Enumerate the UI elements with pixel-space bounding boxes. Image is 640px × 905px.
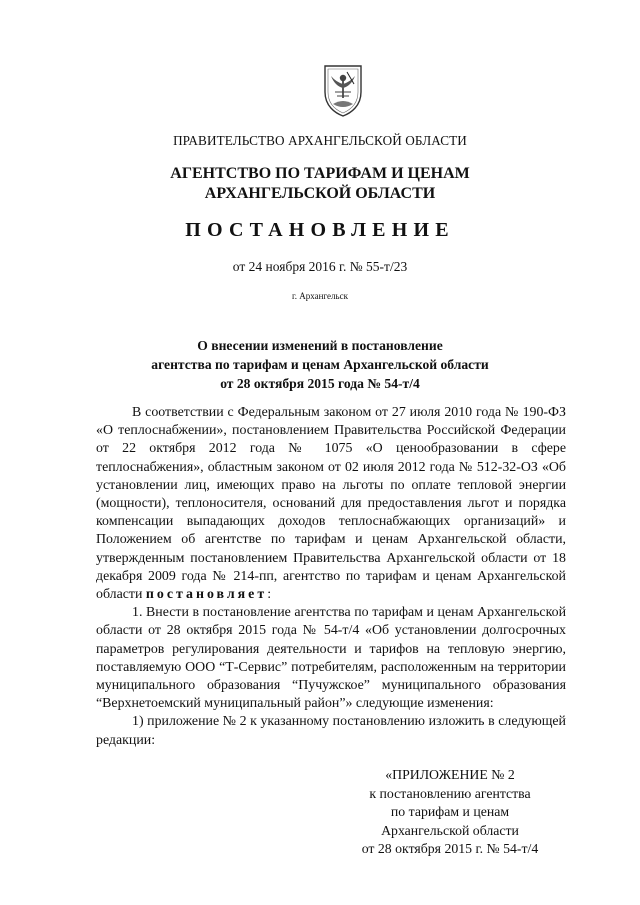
coat-of-arms-icon: [321, 62, 365, 118]
item-1-paragraph: 1. Внести в постановление агентства по тарифам и ценам Архангельской области от 28 октября 2015 года № 54-т/4 «Об установлении долгосрочных параметров регулирования деятельности и тарифов на тепловую энергию, поставляемую ООО “Т-Сервис” потребителям, расположенным на территории муниципального образования “Пучужское” муниципального образования “Верхнетоемский муниципальный район”» следующие изменения:: [96, 605, 566, 712]
appendix-line2: к постановлению агентства: [369, 785, 531, 801]
preamble-colon: :: [267, 587, 272, 603]
agency-title-line1: АГЕНТСТВО ПО ТАРИФАМ И ЦЕНАМ: [170, 165, 470, 182]
appendix-header: [330, 766, 570, 859]
appendix-line3: по тарифам и ценам: [390, 804, 510, 819]
agency-title: [0, 164, 640, 204]
resolves-word: постановляет: [145, 587, 268, 603]
preamble-paragraph: [96, 404, 566, 604]
document-subject: [0, 336, 640, 393]
government-title: ПРАВИТЕЛЬСТВО АРХАНГЕЛЬСКОЙ ОБЛАСТИ: [173, 133, 467, 148]
appendix-line5: от 28 октября 2015 г. № 54-т/4: [361, 841, 539, 856]
agency-title-line2: АРХАНГЕЛЬСКОЙ ОБЛАСТИ: [204, 185, 436, 202]
document-type: ПОСТАНОВЛЕНИЕ: [185, 219, 455, 241]
document-date-number: от 24 ноября 2016 г. № 55-т/23: [232, 259, 408, 274]
subject-line3: от 28 октября 2015 года № 54-т/4: [220, 376, 420, 391]
subject-line2: агентства по тарифам и ценам Архангельской области: [151, 357, 489, 372]
document-body: [96, 404, 566, 750]
item-1-1-paragraph: 1) приложение № 2 к указанному постановлению изложить в следующей редакции:: [96, 714, 566, 748]
document-city: г. Архангельск: [292, 291, 348, 301]
subject-line1: О внесении изменений в постановление: [197, 338, 443, 353]
appendix-line1: «ПРИЛОЖЕНИЕ № 2: [385, 767, 515, 782]
preamble-text: В соответствии с Федеральным законом от 27 июля 2010 года № 190-ФЗ «О теплоснабжении», постановлением Правительства Российской Федерации от 22 октября 2012 года № 1075 «О ценообразовании в сфере теплоснабжения», областным законом от 02 июля 2012 года № 512-32-ОЗ «Об установлении лиц, имеющих право на льготы по оплате тепловой энергии (мощности), теплоносителя, оснований для предоставления льгот и порядка компенсации выпадающих доходов теплоснабжающих организаций» и Положением об агентстве по тарифам и ценам Архангельской области, утвержденным постановлением Правительства Архангельской области от 18 декабря 2009 года № 214-пп, агентство по тарифам и ценам Архангельской области: [96, 405, 566, 603]
appendix-line4: Архангельской области: [381, 822, 519, 838]
